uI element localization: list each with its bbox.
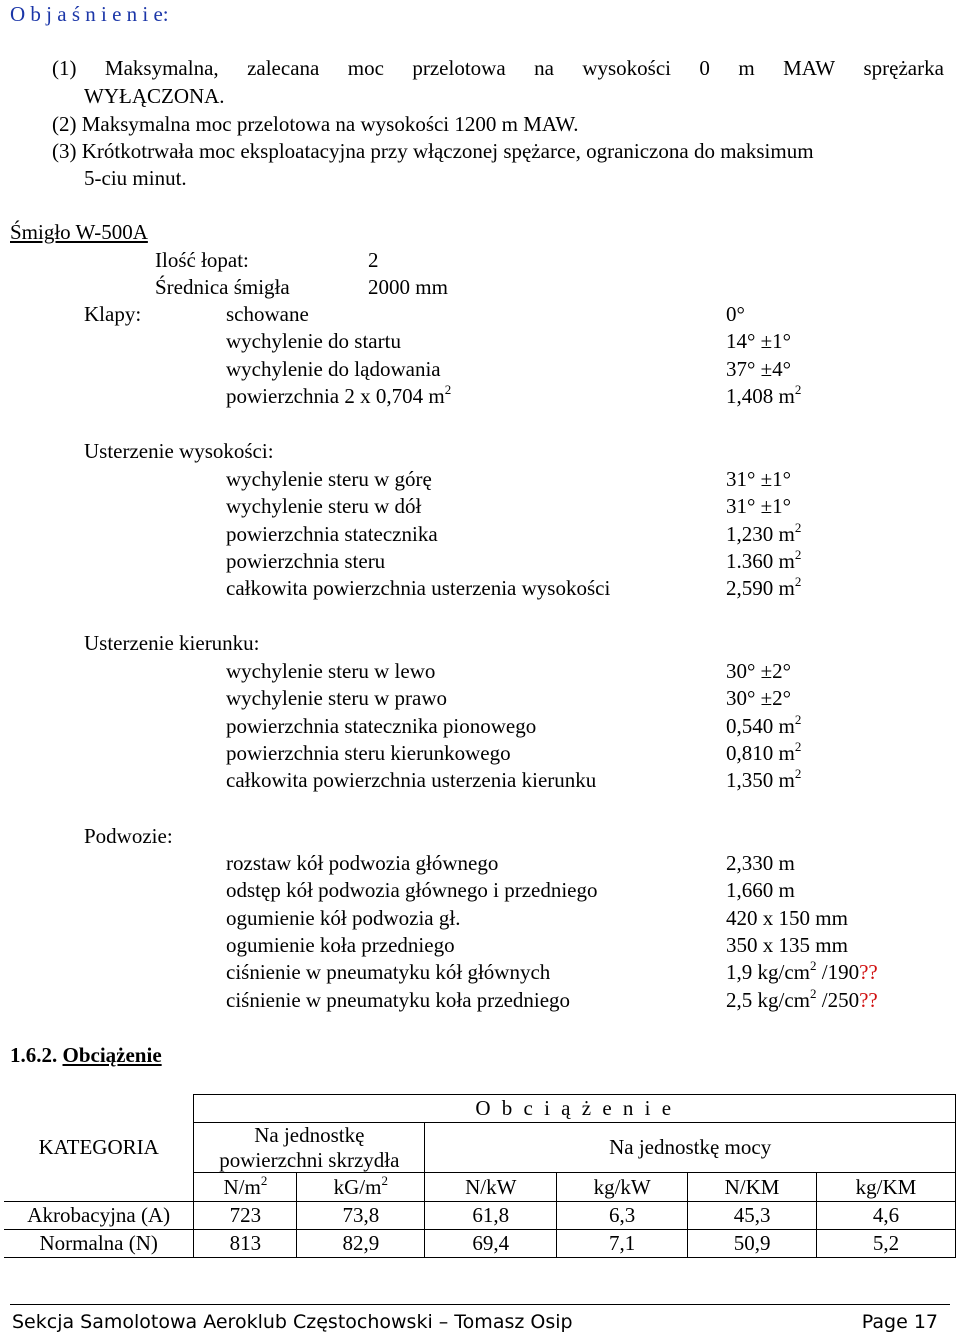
note-3-continuation: 5-ciu minut. <box>84 166 187 190</box>
value-cell: 5,2 <box>817 1230 956 1258</box>
spec-name: powierzchnia 2 x 0,704 $m^2$ <box>226 381 452 408</box>
spec-name: powierzchnia statecznika pionowego <box>226 713 537 738</box>
note-1 <box>52 58 944 79</box>
page-footer <box>10 1304 950 1333</box>
diameter-label: Średnica śmigła <box>155 275 290 299</box>
spec-value: 0,810 $m^2$ <box>726 738 802 765</box>
value-cell: 73,8 <box>297 1202 425 1230</box>
note-word: zalecana <box>247 56 320 80</box>
note-1-continuation: WYŁĄCZONA. <box>84 84 225 108</box>
spec-value: 1.360 $m^2$ <box>726 546 802 573</box>
value-cell: 45,3 <box>688 1202 817 1230</box>
spec-value: 1,408 $m^2$ <box>726 381 802 408</box>
question-marks: ?? <box>859 960 878 985</box>
value-cell: 69,4 <box>425 1230 557 1258</box>
value-cell: 61,8 <box>425 1202 557 1230</box>
spec-value: 1,9 $kg/cm^2$ /190?? <box>726 958 878 985</box>
note-word: 0 <box>699 56 710 80</box>
question-marks: ?? <box>859 987 878 1012</box>
spec-name: ciśnienie w pneumatyku koła przedniego <box>226 987 571 1012</box>
power-loading-header: Na jednostkę mocy <box>425 1123 956 1173</box>
value-cell: 6,3 <box>557 1202 688 1230</box>
note-2: (2) Maksymalna moc przelotowa na wysokości 1200 m MAW. <box>52 112 579 136</box>
spec-value: 1,350 $m^2$ <box>726 766 802 793</box>
unit-cell: $kG/m^2$ <box>297 1173 425 1202</box>
spec-name: powierzchnia steru <box>226 548 386 573</box>
spec-value: 2,590 $m^2$ <box>726 574 802 601</box>
spec-value: 31° ±1° <box>726 467 792 491</box>
value-cell: 82,9 <box>297 1230 425 1258</box>
section-heading <box>10 1045 162 1066</box>
group-header: O b c i ą ż e n i e <box>194 1095 956 1123</box>
unit-cell: N/kW <box>425 1173 557 1202</box>
spec-name: całkowita powierzchnia usterzenia wysokości <box>226 576 611 601</box>
spec-name: ciśnienie w pneumatyku kół głównych <box>226 960 551 985</box>
value-cell: 813 <box>194 1230 297 1258</box>
note-3: (3) Krótkotrwała moc eksploatacyjna przy włączonej spężarce, ograniczona do maksimum <box>52 139 814 163</box>
rudder-label: Usterzenie kierunku: <box>84 631 260 655</box>
elevator-label: Usterzenie wysokości: <box>84 439 274 463</box>
spec-name: wychylenie steru w dół <box>226 494 422 519</box>
spec-name: wychylenie do startu <box>226 329 401 354</box>
unit-cell: N/KM <box>688 1173 817 1202</box>
gear-label: Podwozie: <box>84 824 173 848</box>
note-word: m <box>738 56 755 80</box>
spec-value: 37° ±4° <box>726 356 792 381</box>
spec-name: wychylenie steru w lewo <box>226 659 436 683</box>
category-header: KATEGORIA <box>4 1095 194 1202</box>
spec-value: 30° ±2° <box>726 659 792 683</box>
section-number: 1.6.2. <box>10 1043 58 1067</box>
value-cell: 50,9 <box>688 1230 817 1258</box>
footer-left: Sekcja Samolotowa Aeroklub Częstochowski – Tomasz Osip <box>12 1311 573 1333</box>
unit-cell: kg/kW <box>557 1173 688 1202</box>
spec-value: 14° ±1° <box>726 329 792 354</box>
note-word: (1) <box>52 56 77 80</box>
spec-value: 31° ±1° <box>726 494 792 519</box>
spec-name: rozstaw kół podwozia głównego <box>226 851 499 875</box>
spec-name: ogumienie kół podwozia gł. <box>226 905 461 930</box>
note-word: wysokości <box>582 56 671 80</box>
unit-cell: $N/m^2$ <box>194 1173 297 1202</box>
note-word: na <box>534 56 554 80</box>
load-table <box>4 1094 956 1258</box>
flaps-label: Klapy: <box>84 302 142 326</box>
spec-name: powierzchnia statecznika <box>226 521 438 546</box>
spec-value: 30° ±2° <box>726 686 792 711</box>
spec-value: 1,660 m <box>726 878 795 903</box>
spec-value: 0° <box>726 302 745 326</box>
spec-name: powierzchnia steru kierunkowego <box>226 740 511 765</box>
notes-heading: O b j a ś n i e n i e: <box>10 2 169 26</box>
category-cell: Normalna (N) <box>4 1230 194 1258</box>
spec-value: 350 x 135 mm <box>726 932 848 957</box>
value-cell: 723 <box>194 1202 297 1230</box>
value-cell: 4,6 <box>817 1202 956 1230</box>
spec-name: schowane <box>226 302 309 326</box>
section-title: Obciążenie <box>62 1043 162 1067</box>
page-number: Page 17 <box>861 1311 938 1333</box>
note-word: MAW <box>783 56 836 80</box>
diameter-value: 2000 mm <box>368 275 448 299</box>
spec-value: 2,330 m <box>726 851 795 875</box>
note-word: moc <box>347 56 384 80</box>
spec-value: 2,5 $kg/cm^2$ /250?? <box>726 985 878 1012</box>
unit-cell: kg/KM <box>817 1173 956 1202</box>
value-cell: 7,1 <box>557 1230 688 1258</box>
category-cell: Akrobacyjna (A) <box>4 1202 194 1230</box>
spec-name: całkowita powierzchnia usterzenia kierunku <box>226 768 597 793</box>
spec-value: 0,540 $m^2$ <box>726 711 802 738</box>
spec-name: ogumienie koła przedniego <box>226 932 455 957</box>
note-1-justified-line <box>52 58 944 79</box>
note-word: Maksymalna, <box>104 56 219 80</box>
note-word: przelotowa <box>412 56 506 80</box>
spec-name: wychylenie do lądowania <box>226 356 441 381</box>
blades-label: Ilość łopat: <box>155 248 249 272</box>
wing-header-line1: Na jednostkę <box>254 1122 365 1147</box>
note-word: sprężarka <box>863 56 944 80</box>
table-row <box>4 1230 956 1258</box>
blades-value: 2 <box>368 248 379 272</box>
spec-name: wychylenie steru w górę <box>226 467 432 491</box>
spec-name: wychylenie steru w prawo <box>226 686 448 711</box>
spec-value: 1,230 $m^2$ <box>726 519 802 546</box>
spec-name: odstęp kół podwozia głównego i przedniego <box>226 878 598 903</box>
wing-loading-header <box>194 1123 425 1173</box>
table-row <box>4 1202 956 1230</box>
spec-value: 420 x 150 mm <box>726 905 848 930</box>
propeller-title: Śmigło W-500A <box>10 220 148 244</box>
wing-header-line2: powierzchni skrzydła <box>219 1147 400 1172</box>
